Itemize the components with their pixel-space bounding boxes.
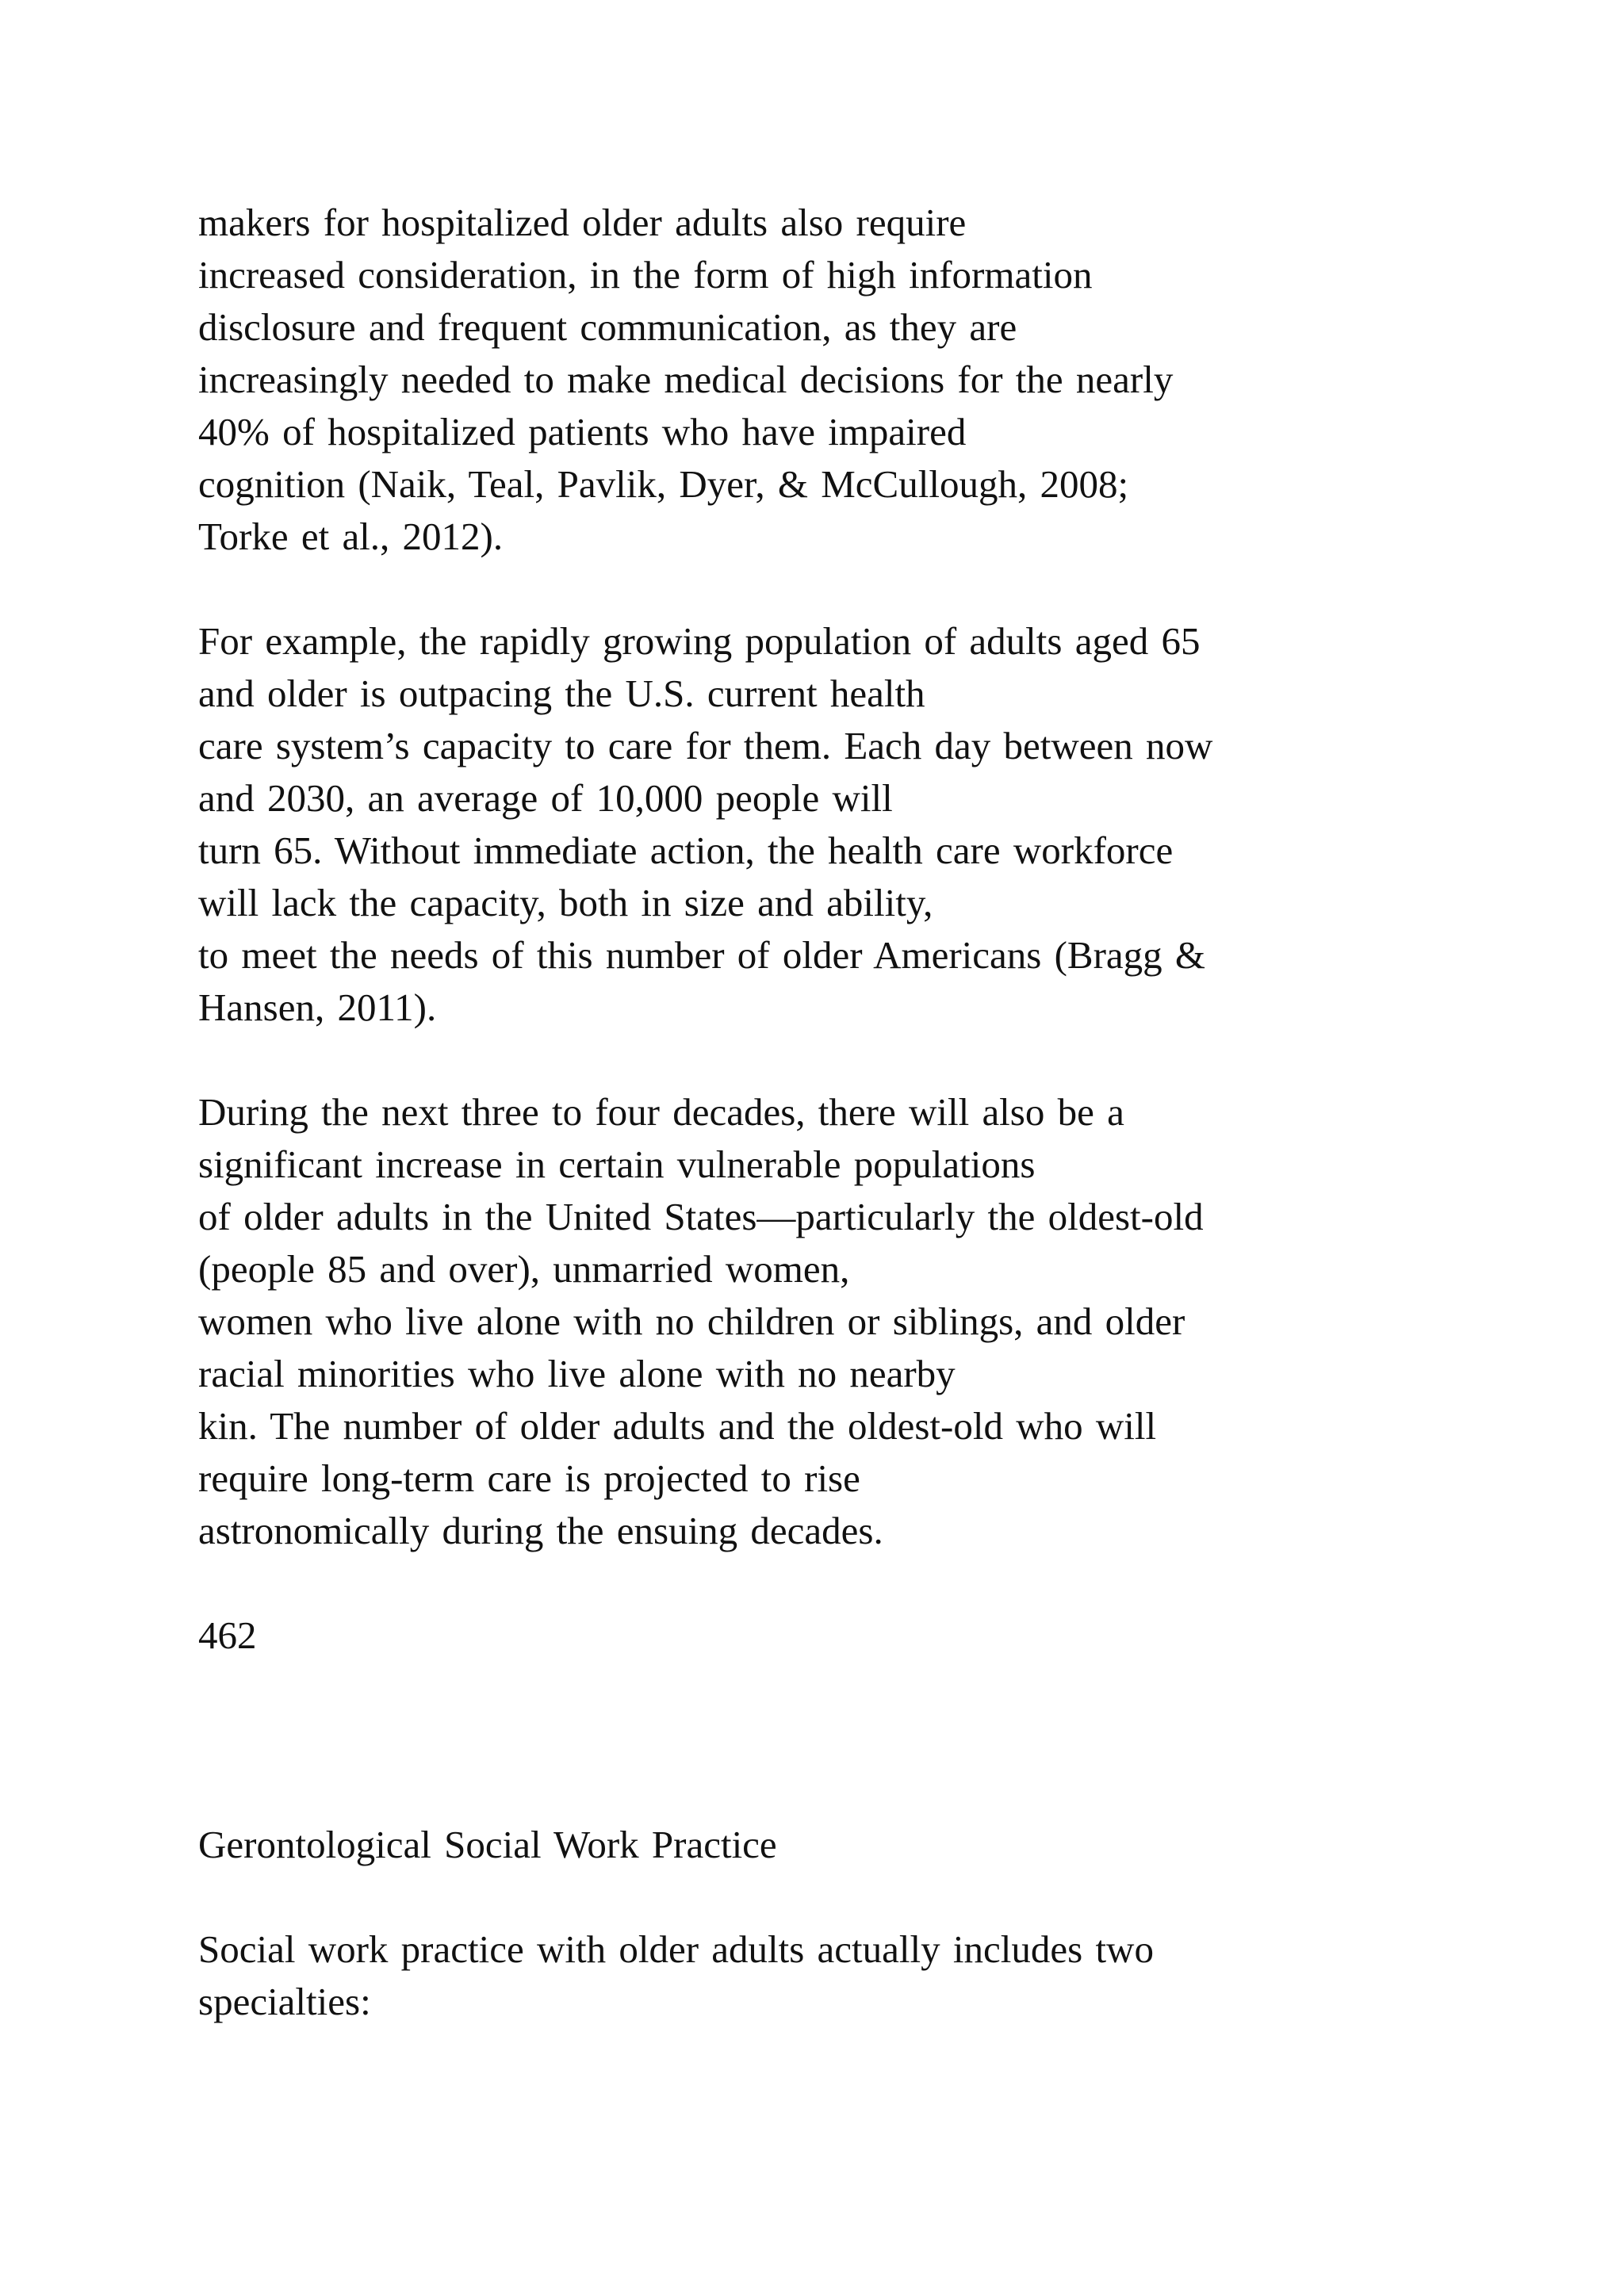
text-line: and older is outpacing the U.S. current health [198,672,925,715]
text-line: increased consideration, in the form of high information [198,253,1093,297]
text-line: will lack the capacity, both in size and ability, [198,881,933,924]
text-line: Hansen, 2011). [198,985,437,1029]
text-line: 40% of hospitalized patients who have impaired [198,410,967,453]
text-line: Social work practice with older adults actually includes two [198,1927,1154,1971]
text-line: require long-term care is projected to rise [198,1456,860,1500]
text-line: During the next three to four decades, there will also be a [198,1090,1124,1134]
text-line: specialties: [198,1980,371,2023]
text-line: astronomically during the ensuing decades. [198,1509,883,1552]
text-line: increasingly needed to make medical decisions for the nearly [198,358,1174,401]
text-line: Torke et al., 2012). [198,515,504,558]
text-line: women who live alone with no children or siblings, and older [198,1299,1185,1343]
text-line: cognition (Naik, Teal, Pavlik, Dyer, & McCullough, 2008; [198,462,1129,506]
text-line: of older adults in the United States—particularly the oldest-old [198,1195,1204,1238]
text-line: For example, the rapidly growing population of adults aged 65 [198,619,1201,663]
text-line: disclosure and frequent communication, as they are [198,305,1017,349]
text-line: racial minorities who live alone with no nearby [198,1352,956,1395]
section-heading: Gerontological Social Work Practice [198,1823,777,1866]
text-line: care system’s capacity to care for them. Each day between now [198,724,1213,767]
text-line: turn 65. Without immediate action, the health care workforce [198,828,1174,872]
text-line: significant increase in certain vulnerable populations [198,1142,1036,1186]
text-line: and 2030, an average of 10,000 people will [198,776,893,820]
text-line: (people 85 and over), unmarried women, [198,1247,850,1291]
page-number: 462 [198,1613,257,1657]
text-line: makers for hospitalized older adults also require [198,201,967,244]
text-line: to meet the needs of this number of older Americans (Bragg & [198,933,1206,977]
text-line: kin. The number of older adults and the oldest-old who will [198,1404,1157,1448]
